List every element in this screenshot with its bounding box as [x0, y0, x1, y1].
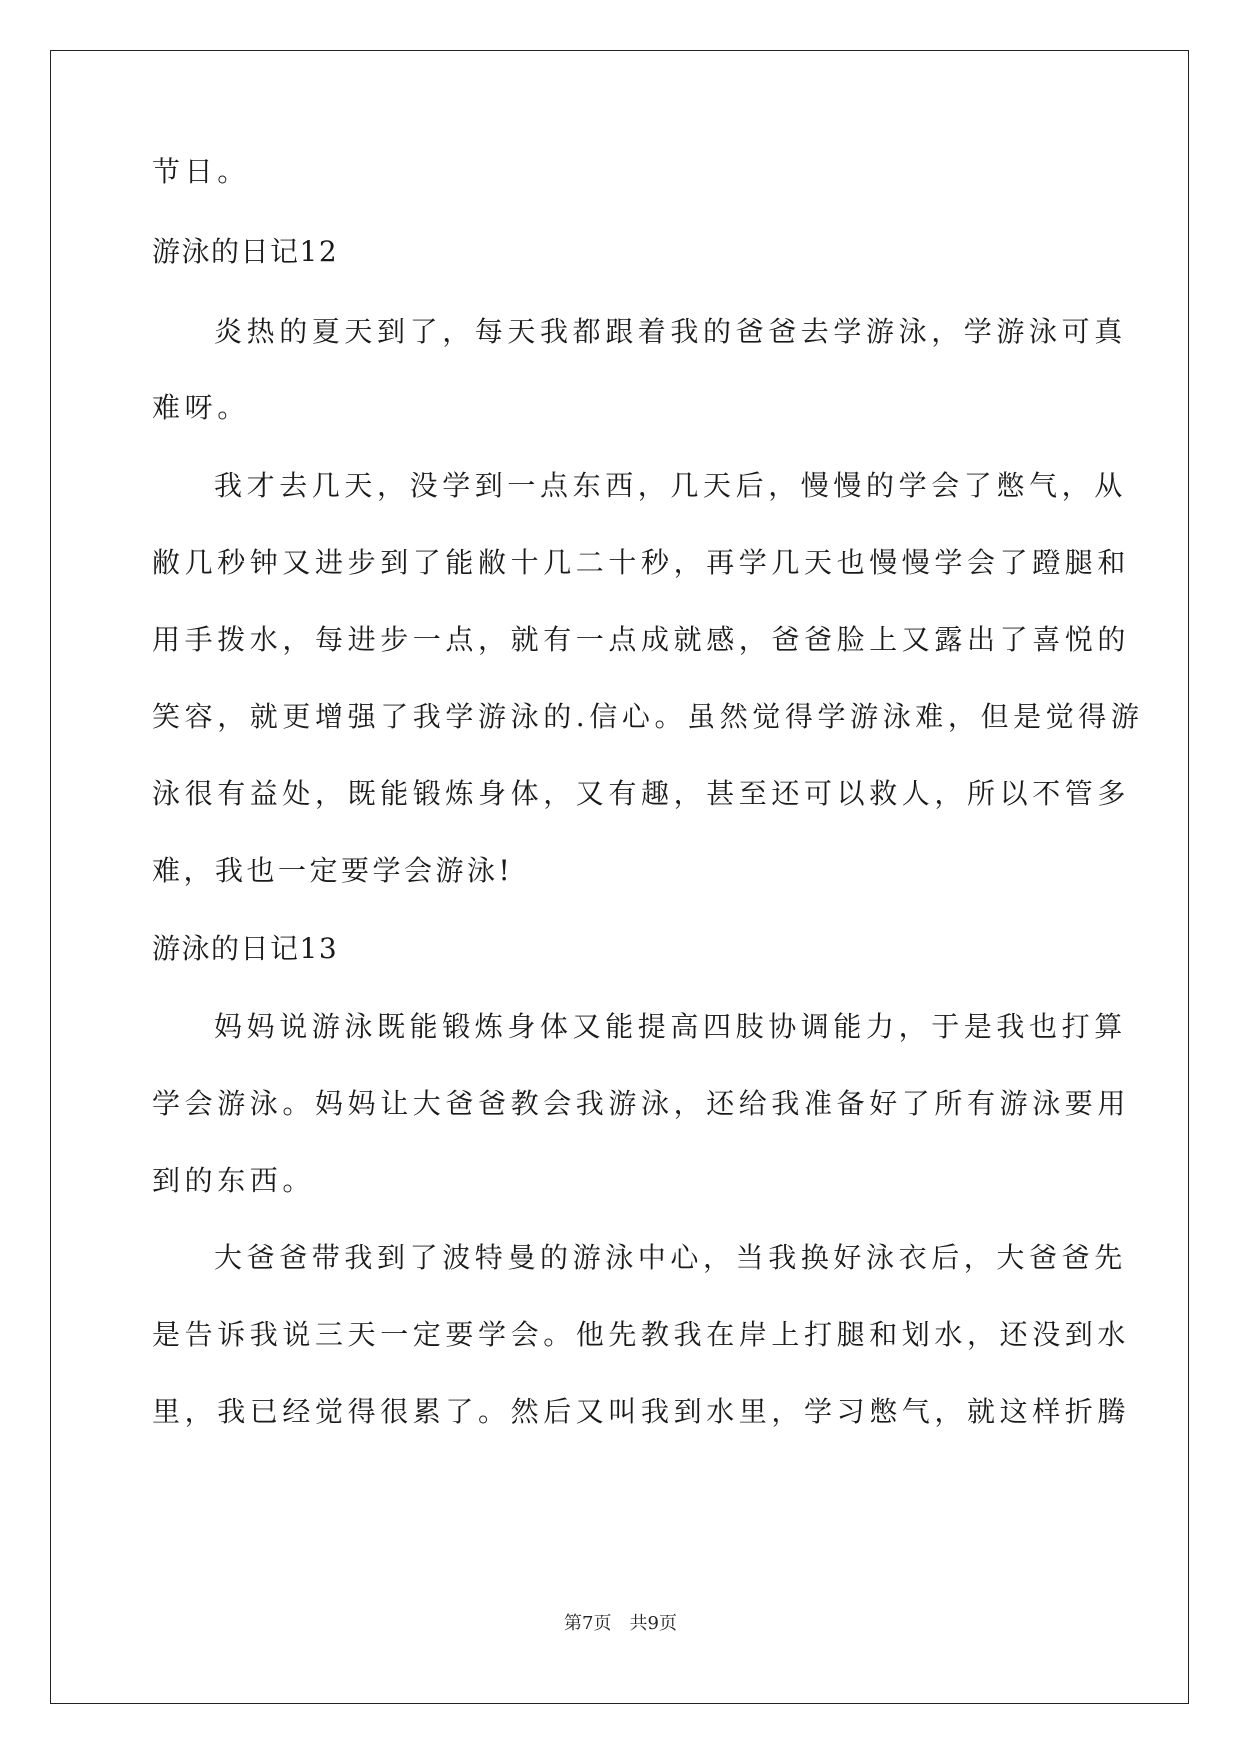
page-total: 共9页: [629, 1613, 677, 1634]
paragraph-line: 是告诉我说三天一定要学会。他先教我在岸上打腿和划水，还没到水: [152, 1318, 1131, 1351]
paragraph-line: 难呀。: [152, 391, 250, 424]
paragraph-line: 我才去几天，没学到一点东西，几天后，慢慢的学会了憋气，从: [214, 469, 1127, 502]
paragraph-line: 敝几秒钟又进步到了能敝十几二十秒，再学几天也慢慢学会了蹬腿和: [152, 546, 1131, 579]
paragraph-line: 里，我已经觉得很累了。然后又叫我到水里，学习憋气，就这样折腾: [152, 1395, 1131, 1428]
diary-heading-13: 游泳的日记13: [152, 932, 339, 965]
paragraph-line: 泳很有益处，既能锻炼身体，又有趣，甚至还可以救人，所以不管多: [152, 777, 1131, 810]
paragraph-line: 到的东西。: [152, 1164, 316, 1197]
paragraph-line: 难，我也一定要学会游泳!: [152, 854, 514, 887]
page-number: 第7页: [564, 1613, 612, 1634]
paragraph-line: 学会游泳。妈妈让大爸爸教会我游泳，还给我准备好了所有游泳要用: [152, 1087, 1131, 1120]
paragraph-line: 炎热的夏天到了，每天我都跟着我的爸爸去学游泳，学游泳可真: [214, 315, 1127, 348]
page-footer: [0, 1612, 1241, 1636]
paragraph-line: 大爸爸带我到了波特曼的游泳中心，当我换好泳衣后，大爸爸先: [214, 1241, 1127, 1274]
paragraph-line: 笑容，就更增强了我学游泳的.信心。虽然觉得学游泳难，但是觉得游: [152, 700, 1144, 733]
paragraph-line: 节日。: [152, 155, 250, 188]
paragraph-line: 妈妈说游泳既能锻炼身体又能提高四肢协调能力，于是我也打算: [214, 1010, 1127, 1043]
diary-heading-12: 游泳的日记12: [152, 235, 339, 268]
paragraph-line: 用手拨水，每进步一点，就有一点成就感，爸爸脸上又露出了喜悦的: [152, 623, 1131, 656]
